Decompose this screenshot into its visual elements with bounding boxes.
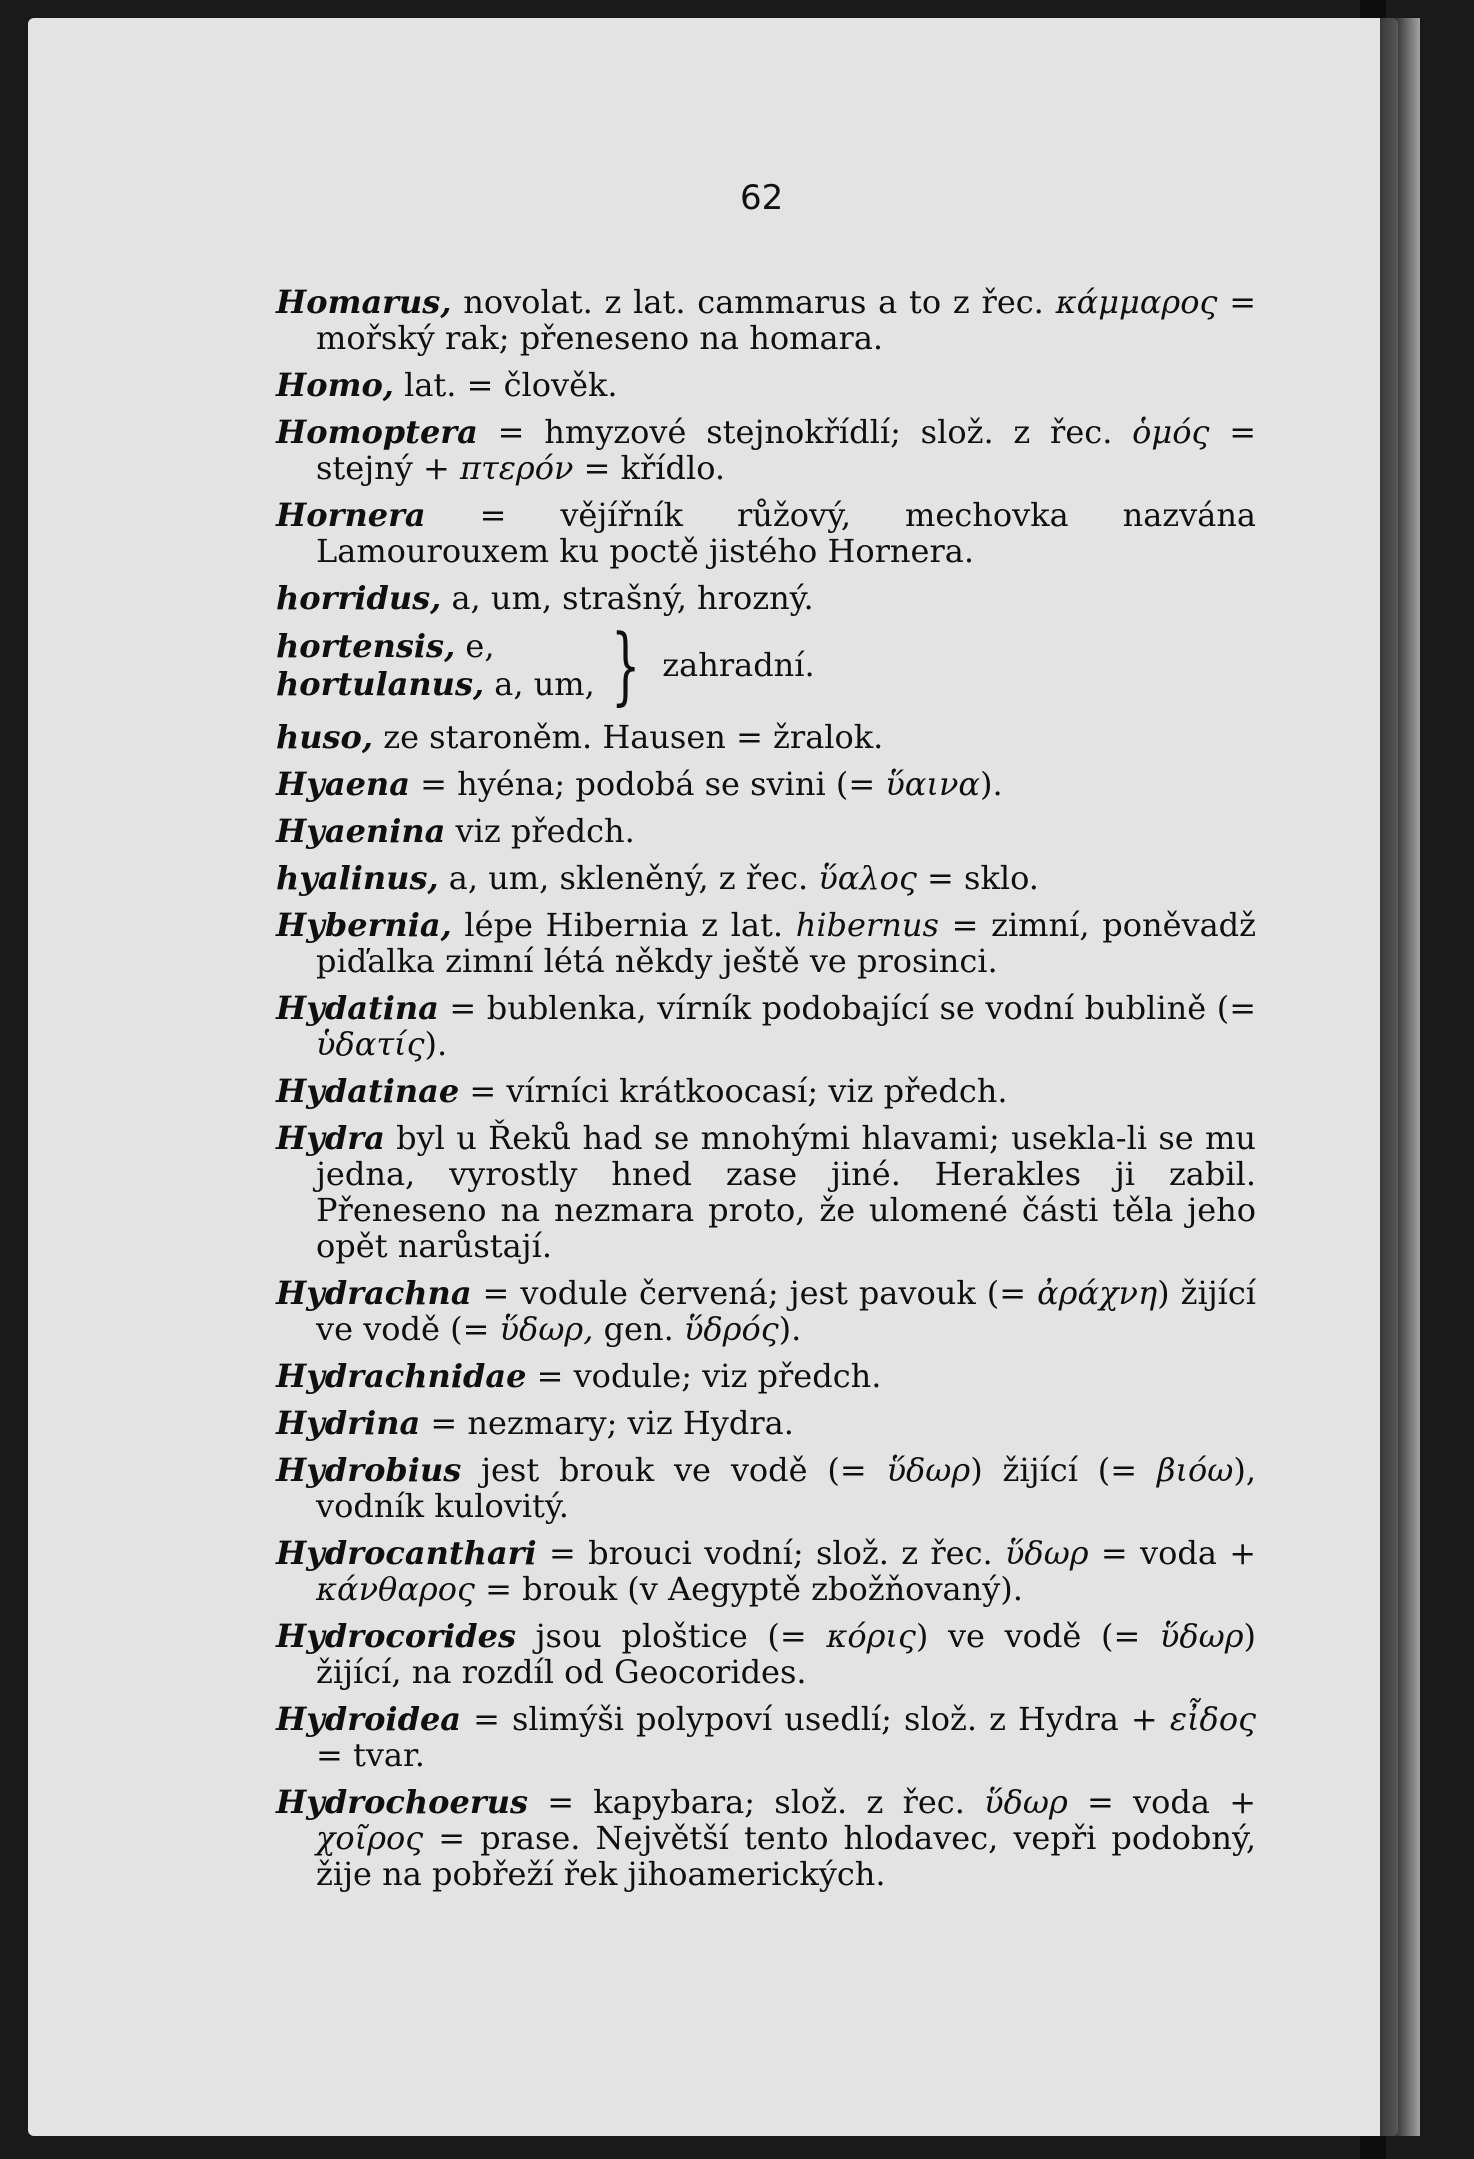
dictionary-entry	[276, 1275, 1256, 1347]
dictionary-entry	[276, 907, 1256, 979]
entry-headword: Hydrachna	[276, 1274, 472, 1312]
entry-headword: hortensis,	[276, 627, 456, 665]
entry-headword: horridus,	[276, 579, 442, 617]
entry-text: = voda +	[1067, 1783, 1257, 1821]
dictionary-entry	[276, 1618, 1256, 1690]
entry-text: = mořský rak; přeneseno na homara.	[316, 283, 1257, 357]
dictionary-entry	[276, 860, 1256, 896]
entry-text: = zimní, poněvadž piďalka zimní létá někdy ještě ve prosinci.	[316, 906, 1257, 980]
greek-term: ὕδωρ,	[499, 1310, 594, 1348]
dictionary-entry	[276, 1405, 1256, 1441]
dictionary-entry	[276, 990, 1256, 1062]
entry-text: gen.	[593, 1310, 684, 1348]
entry-text: ) žijící, na rozdíl od Geocorides.	[316, 1617, 1257, 1691]
greek-term: χοῖρος	[316, 1819, 424, 1857]
entry-text: ) ve vodě (=	[915, 1617, 1160, 1655]
dictionary-entries	[276, 284, 1256, 1903]
entry-text: ).	[778, 1310, 802, 1348]
entry-text: = brouci vodní; slož. z řec.	[536, 1534, 1005, 1572]
dictionary-entry	[276, 719, 1256, 755]
entry-text: = křídlo.	[573, 449, 726, 487]
greek-term: ὑδατίς	[316, 1025, 425, 1063]
entry-meaning: zahradní.	[662, 646, 815, 684]
entry-text: jest brouk ve vodě (=	[461, 1451, 887, 1489]
entry-headword: hyalinus,	[276, 859, 439, 897]
page-edge-shadow	[1380, 18, 1420, 2136]
greek-term: ὕδωρ	[886, 1451, 971, 1489]
entry-text: viz předch.	[445, 812, 635, 850]
entry-text: ) žijící ve vodě (=	[316, 1274, 1257, 1348]
entry-text: = vodule červená; jest pavouk (=	[471, 1274, 1038, 1312]
dictionary-entry	[276, 284, 1256, 356]
entry-headword: Hydrochoerus	[276, 1783, 528, 1821]
greek-term: ὁμός	[1132, 413, 1210, 451]
entry-text: = hyéna; podobá se svini (=	[409, 765, 886, 803]
greek-term: κόρις	[826, 1617, 916, 1655]
entry-headword: Hydrina	[276, 1404, 421, 1442]
entry-text: a, um, skleněný, z řec.	[438, 859, 819, 897]
greek-term: hibernus	[795, 906, 939, 944]
dictionary-entry	[276, 1073, 1256, 1109]
entry-text: = voda +	[1088, 1534, 1257, 1572]
entry-text: = sklo.	[916, 859, 1039, 897]
entry-headword: Hyaenina	[276, 812, 446, 850]
greek-term: ἀράχνη	[1037, 1274, 1158, 1312]
entry-text: = vějířník růžový, mechovka nazvána Lamourouxem ku poctě jistého Hornera.	[316, 496, 1256, 570]
entry-text: = brouk (v Aegyptě zbožňovaný).	[474, 1570, 1023, 1608]
greek-term: κάμμαρος	[1055, 283, 1218, 321]
entry-text: = hmyzové stejnokřídlí; slož. z řec.	[477, 413, 1133, 451]
dictionary-entry	[276, 1358, 1256, 1394]
entry-headword: huso,	[276, 718, 374, 756]
dictionary-entry	[276, 813, 1256, 849]
entry-text: novolat. z lat. cammarus a to z řec.	[451, 283, 1056, 321]
greek-term: ὕδωρ	[1004, 1534, 1089, 1572]
entry-headword: Hydatina	[276, 989, 439, 1027]
entry-headword: hortulanus,	[276, 665, 485, 703]
entry-text: = bublenka, vírník podobající se vodní bublině (=	[438, 989, 1256, 1027]
entry-text: = stejný +	[316, 413, 1256, 487]
entry-headword: Hydrocorides	[276, 1617, 516, 1655]
entry-headword: Hydra	[276, 1119, 385, 1157]
entry-text: ze staroněm. Hausen = žralok.	[373, 718, 884, 756]
entry-text: ) žijící (=	[970, 1451, 1157, 1489]
greek-term: ὕαινα	[885, 765, 980, 803]
greek-term: ὕδωρ	[1159, 1617, 1244, 1655]
entry-text: a, um,	[484, 665, 595, 703]
dictionary-entry	[276, 497, 1256, 569]
entry-text: ).	[980, 765, 1003, 803]
entry-text: e,	[455, 627, 495, 665]
entry-text: = tvar.	[316, 1736, 425, 1774]
greek-term: ὕδωρ	[984, 1783, 1068, 1821]
entry-headword: Hornera	[276, 496, 426, 534]
entry-text: lat. = člověk.	[393, 366, 618, 404]
entry-headword: Hybernia,	[276, 906, 452, 944]
greek-term: ὕαλος	[818, 859, 917, 897]
entry-text: byl u Řeků had se mnohými hlavami; usekla-li se mu jedna, vyrostly hned zase jiné. Herakles ji zabil. Přeneseno na nezmara proto, že ulomené části těla jeho opět narůstají.	[316, 1119, 1256, 1265]
entry-text: lépe Hibernia z lat.	[451, 906, 796, 944]
entry-text: jsou ploštice (=	[516, 1617, 827, 1655]
entry-headword: Hyaena	[276, 765, 410, 803]
entry-headword: Hydrocanthari	[276, 1534, 537, 1572]
dictionary-entry	[276, 580, 1256, 616]
dictionary-entry	[276, 766, 1256, 802]
entry-headword: Homo,	[276, 366, 394, 404]
entry-headword: Hydrachnidae	[276, 1357, 527, 1395]
greek-term: βιόω	[1156, 1451, 1234, 1489]
curly-brace: }	[610, 616, 641, 714]
entry-text: = vírníci krátkoocasí; viz předch.	[459, 1072, 1008, 1110]
greek-term: πτερόν	[459, 449, 574, 487]
entry-headword: Hydrobius	[276, 1451, 462, 1489]
entry-text: = nezmary; viz Hydra.	[420, 1404, 794, 1442]
entry-text: = vodule; viz předch.	[526, 1357, 882, 1395]
dictionary-entry	[276, 367, 1256, 403]
dictionary-entry	[276, 1120, 1256, 1264]
entry-hortensis-hortulanus	[276, 616, 1256, 714]
entry-text: = prase. Největší tento hlodavec, vepři podobný, žije na pobřeží řek jihoamerických.	[316, 1819, 1256, 1893]
entry-headword: Hydroidea	[276, 1700, 462, 1738]
entry-headword: Homarus,	[276, 283, 452, 321]
entry-headword: Hydatinae	[276, 1072, 460, 1110]
entry-text: = kapybara; slož. z řec.	[528, 1783, 985, 1821]
dictionary-entry	[276, 414, 1256, 486]
dictionary-entry	[276, 1784, 1256, 1892]
entry-headword: Homoptera	[276, 413, 478, 451]
greek-term: κάνθαρος	[316, 1570, 475, 1608]
entry-text: ).	[424, 1025, 448, 1063]
entry-text: ), vodník kulovitý.	[316, 1451, 1257, 1525]
greek-term: εἶδος	[1169, 1700, 1256, 1738]
dictionary-entry	[276, 1701, 1256, 1773]
dictionary-entry	[276, 1535, 1256, 1607]
entry-text: = slimýši polypoví usedlí; slož. z Hydra +	[461, 1700, 1170, 1738]
dictionary-entry	[276, 1452, 1256, 1524]
greek-term: ὕδρός	[683, 1310, 779, 1348]
entry-text: a, um, strašný, hrozný.	[441, 579, 814, 617]
page-number: 62	[740, 178, 784, 218]
